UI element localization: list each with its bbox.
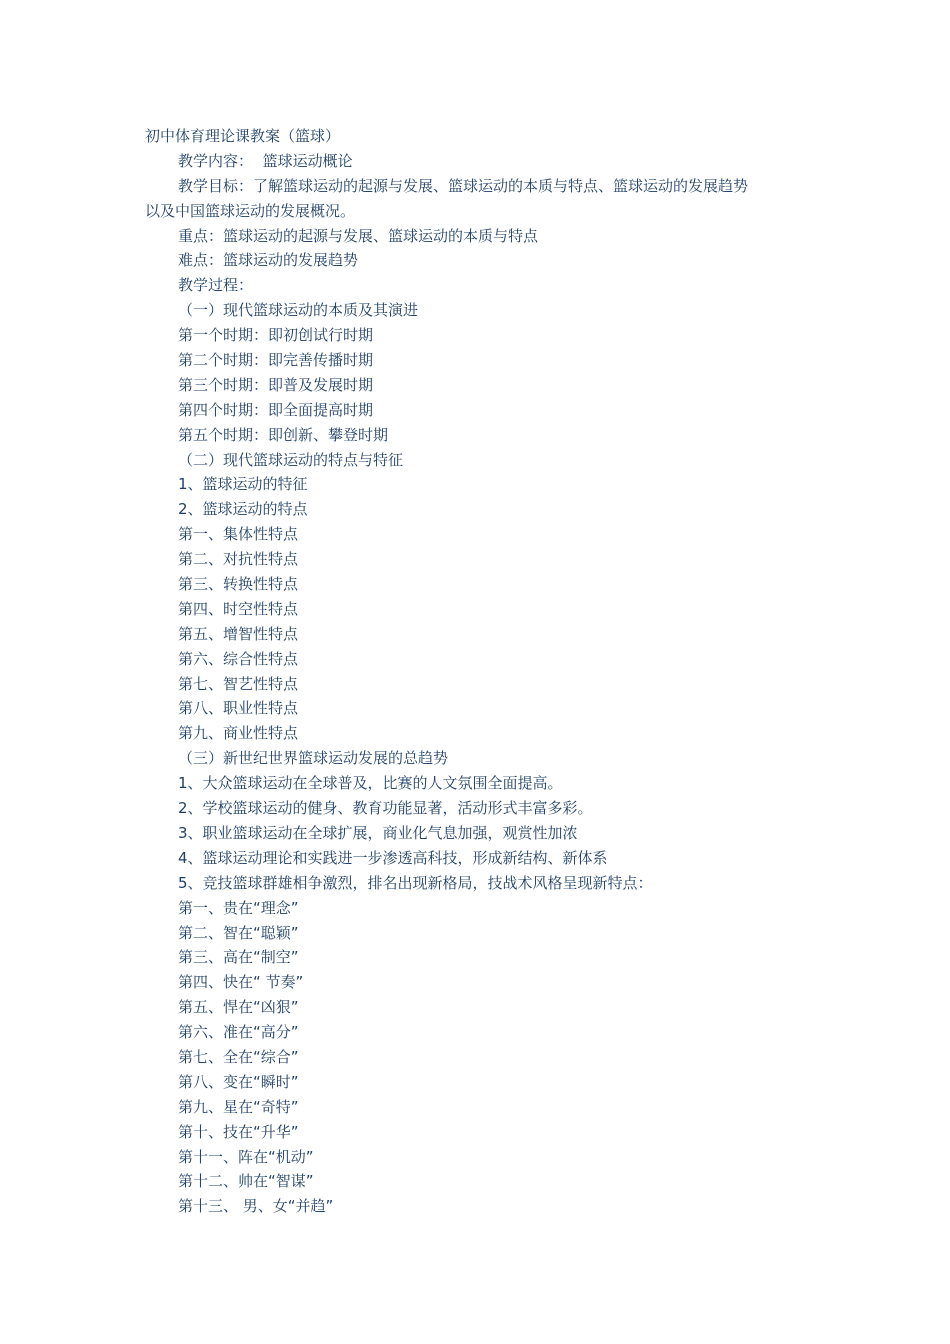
teaching-content-label: 教学内容：: [178, 151, 254, 170]
list-item: 第二、智在“聪颖”: [178, 923, 299, 942]
list-item: 第九、星在“奇特”: [178, 1097, 299, 1116]
list-item: 第三个时期：即普及发展时期: [178, 375, 374, 394]
teaching-goal-line-1: [145, 174, 815, 199]
teaching-goal-text-1: 了解篮球运动的起源与发展、篮球运动的本质与特点、篮球运动的发展趋势: [253, 176, 749, 195]
list-item: 第三、高在“制空”: [178, 948, 299, 967]
list-item: 5、竞技篮球群雄相争激烈，排名出现新格局，技战术风格呈现新特点：: [178, 873, 653, 892]
section-heading: （三）新世纪世界篮球运动发展的总趋势: [178, 749, 449, 768]
list-item: 第三、转换性特点: [178, 575, 299, 594]
list-item: 第九、商业性特点: [178, 724, 299, 743]
list-item: 第五、悍在“凶狠”: [178, 998, 299, 1017]
list-item: 第十三、 男、女“并趋”: [178, 1197, 334, 1216]
list-item: 第四、快在“ 节奏”: [178, 973, 304, 992]
list-item: 第四、时空性特点: [178, 599, 299, 618]
list-item: 2、学校篮球运动的健身、教育功能显著，活动形式丰富多彩。: [178, 799, 593, 818]
lesson-plan-body: [145, 124, 815, 1219]
list-item: 3、职业篮球运动在全球扩展，商业化气息加强，观赏性加浓: [178, 823, 578, 842]
key-point: 重点：篮球运动的起源与发展、篮球运动的本质与特点: [178, 226, 539, 245]
list-item: 2、篮球运动的特点: [178, 500, 308, 519]
teaching-goal-label: 教学目标：: [178, 176, 254, 195]
document-title: 初中体育理论课教案（篮球）: [145, 127, 341, 145]
list-item: 第五个时期：即创新、攀登时期: [178, 425, 389, 444]
process-label: 教学过程：: [178, 276, 254, 295]
list-item: 4、篮球运动理论和实践进一步渗透高科技，形成新结构、新体系: [178, 848, 608, 867]
list-item: 第二个时期：即完善传播时期: [178, 351, 374, 370]
teaching-content: [145, 149, 815, 174]
list-item: 第八、职业性特点: [178, 699, 299, 718]
list-item: 1、大众篮球运动在全球普及，比赛的人文氛围全面提高。: [178, 774, 563, 793]
list-item: 第五、增智性特点: [178, 624, 299, 643]
list-item: 第四个时期：即全面提高时期: [178, 400, 374, 419]
list-item: 第十一、阵在“机动”: [178, 1147, 314, 1166]
section-heading: （一）现代篮球运动的本质及其演进: [178, 301, 419, 320]
list-item: 第十、技在“升华”: [178, 1122, 299, 1141]
list-item: 第七、全在“综合”: [178, 1047, 299, 1066]
teaching-content-value: 篮球运动概论: [262, 151, 353, 170]
list-item: 第一个时期：即初创试行时期: [178, 326, 374, 345]
list-item: 第六、准在“高分”: [178, 1023, 299, 1042]
list-item: 第七、智艺性特点: [178, 674, 299, 693]
list-item: 第一、贵在“理念”: [178, 898, 299, 917]
difficulty: 难点：篮球运动的发展趋势: [178, 251, 359, 270]
list-item: 第二、对抗性特点: [178, 550, 299, 569]
section-heading: （二）现代篮球运动的特点与特征: [178, 450, 404, 469]
list-item: 1、篮球运动的特征: [178, 475, 308, 494]
list-item: 第十二、帅在“智谋”: [178, 1172, 314, 1191]
list-item: 第八、变在“瞬时”: [178, 1072, 299, 1091]
teaching-goal-line-2: 以及中国篮球运动的发展概况。: [145, 201, 356, 220]
list-item: 第一、集体性特点: [178, 525, 299, 544]
list-item: 第六、综合性特点: [178, 649, 299, 668]
